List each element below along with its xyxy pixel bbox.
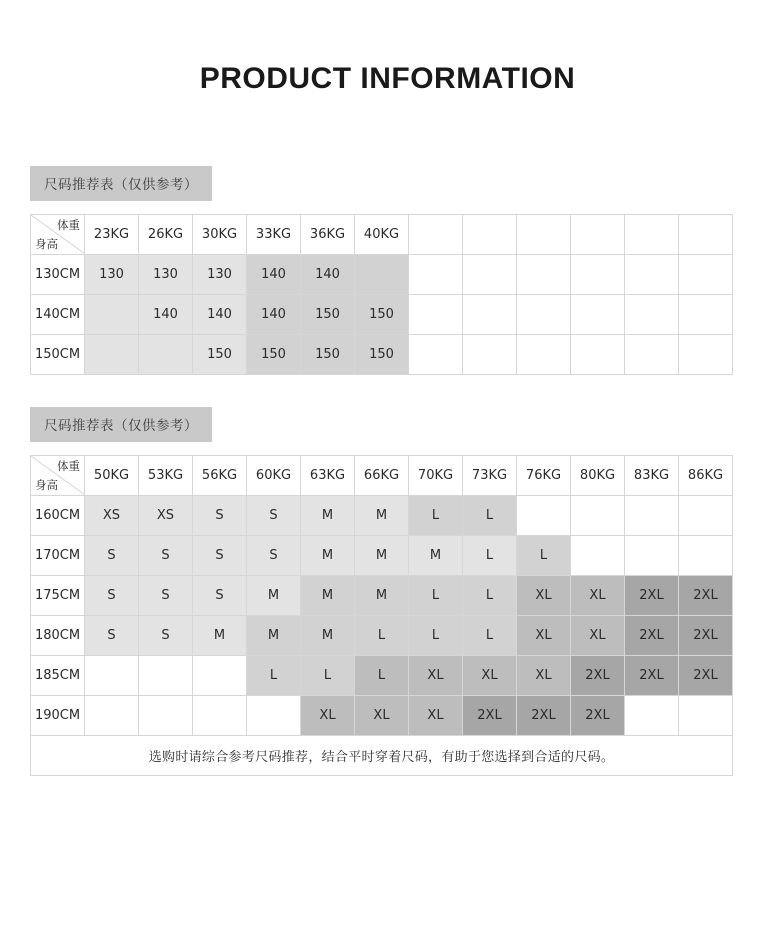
row-header-height: 170CM <box>31 536 85 576</box>
column-header-weight: 70KG <box>409 456 463 496</box>
size-cell: XL <box>409 656 463 696</box>
size-cell: S <box>139 536 193 576</box>
adult-size-table <box>30 455 733 776</box>
size-cell: 130 <box>139 255 193 295</box>
size-cell: 2XL <box>571 656 625 696</box>
size-cell <box>679 255 733 295</box>
size-cell: XL <box>517 576 571 616</box>
size-cell: S <box>193 496 247 536</box>
size-cell: L <box>517 536 571 576</box>
size-cell: XL <box>571 616 625 656</box>
column-header-weight: 26KG <box>139 215 193 255</box>
size-cell: 2XL <box>679 656 733 696</box>
size-cell: 2XL <box>517 696 571 736</box>
column-header-weight: 50KG <box>85 456 139 496</box>
size-cell: S <box>247 496 301 536</box>
size-cell: 2XL <box>463 696 517 736</box>
size-cell: M <box>355 576 409 616</box>
table-header-row <box>31 456 733 496</box>
size-cell <box>139 696 193 736</box>
table-row <box>31 295 733 335</box>
size-cell: M <box>301 576 355 616</box>
size-cell: S <box>139 616 193 656</box>
table-row <box>31 696 733 736</box>
size-cell <box>625 255 679 295</box>
size-cell <box>355 255 409 295</box>
size-cell <box>625 696 679 736</box>
row-header-height: 150CM <box>31 335 85 375</box>
column-header-weight <box>463 215 517 255</box>
size-cell <box>85 656 139 696</box>
size-cell <box>679 536 733 576</box>
size-cell <box>625 335 679 375</box>
column-header-weight: 33KG <box>247 215 301 255</box>
column-header-weight: 53KG <box>139 456 193 496</box>
size-cell: M <box>247 576 301 616</box>
size-cell: 150 <box>193 335 247 375</box>
size-cell <box>463 255 517 295</box>
size-cell: 2XL <box>679 576 733 616</box>
size-cell: L <box>463 576 517 616</box>
corner-weight-label: 体重 <box>57 459 80 473</box>
size-cell: XL <box>463 656 517 696</box>
size-cell <box>571 295 625 335</box>
size-cell <box>463 335 517 375</box>
size-cell: XL <box>355 696 409 736</box>
size-cell <box>625 496 679 536</box>
size-cell <box>679 295 733 335</box>
size-cell <box>85 696 139 736</box>
column-header-weight: 36KG <box>301 215 355 255</box>
table-footnote-row <box>31 736 733 776</box>
size-cell: S <box>247 536 301 576</box>
size-cell: S <box>193 576 247 616</box>
size-cell <box>463 295 517 335</box>
column-header-weight: 76KG <box>517 456 571 496</box>
size-cell: 130 <box>193 255 247 295</box>
size-cell: S <box>85 616 139 656</box>
corner-height-label: 身高 <box>35 478 58 492</box>
table-corner-header <box>31 456 85 496</box>
table-row <box>31 255 733 295</box>
size-cell: 140 <box>139 295 193 335</box>
size-cell: 140 <box>193 295 247 335</box>
size-cell: 140 <box>247 255 301 295</box>
table-row <box>31 335 733 375</box>
size-cell: 150 <box>301 335 355 375</box>
size-cell <box>247 696 301 736</box>
size-cell <box>571 255 625 295</box>
size-cell <box>193 696 247 736</box>
size-cell: L <box>409 576 463 616</box>
kids-size-section <box>30 166 745 375</box>
column-header-weight: 73KG <box>463 456 517 496</box>
size-cell: 2XL <box>625 616 679 656</box>
size-cell <box>409 295 463 335</box>
size-cell <box>679 335 733 375</box>
size-cell: 140 <box>247 295 301 335</box>
column-header-weight <box>571 215 625 255</box>
corner-height-label: 身高 <box>35 237 58 251</box>
size-cell: M <box>301 616 355 656</box>
size-cell: S <box>85 576 139 616</box>
size-cell: 150 <box>355 295 409 335</box>
size-cell <box>85 335 139 375</box>
row-header-height: 130CM <box>31 255 85 295</box>
size-cell: 140 <box>301 255 355 295</box>
size-cell: L <box>409 496 463 536</box>
table-row <box>31 656 733 696</box>
size-cell <box>625 295 679 335</box>
column-header-weight: 63KG <box>301 456 355 496</box>
kids-size-table <box>30 214 733 375</box>
column-header-weight <box>517 215 571 255</box>
size-cell <box>679 496 733 536</box>
row-header-height: 160CM <box>31 496 85 536</box>
size-cell: XS <box>85 496 139 536</box>
adult-size-badge: 尺码推荐表（仅供参考） <box>30 407 212 442</box>
size-cell: 130 <box>85 255 139 295</box>
size-cell: 150 <box>301 295 355 335</box>
size-cell: M <box>301 496 355 536</box>
size-cell: M <box>301 536 355 576</box>
size-cell: L <box>463 616 517 656</box>
size-cell <box>679 696 733 736</box>
table-row <box>31 616 733 656</box>
size-cell <box>571 496 625 536</box>
column-header-weight: 60KG <box>247 456 301 496</box>
size-cell <box>409 335 463 375</box>
table-row <box>31 536 733 576</box>
size-cell <box>193 656 247 696</box>
size-cell: S <box>85 536 139 576</box>
size-cell <box>571 335 625 375</box>
size-cell: L <box>409 616 463 656</box>
size-cell <box>517 295 571 335</box>
size-cell: XL <box>571 576 625 616</box>
column-header-weight: 56KG <box>193 456 247 496</box>
size-cell: L <box>463 496 517 536</box>
size-cell <box>517 335 571 375</box>
size-cell: M <box>355 496 409 536</box>
column-header-weight: 80KG <box>571 456 625 496</box>
size-cell: XL <box>517 656 571 696</box>
size-cell: XL <box>409 696 463 736</box>
size-cell <box>409 255 463 295</box>
corner-weight-label: 体重 <box>57 218 80 232</box>
size-cell: 150 <box>355 335 409 375</box>
size-cell <box>571 536 625 576</box>
size-cell: XS <box>139 496 193 536</box>
kids-size-badge: 尺码推荐表（仅供参考） <box>30 166 212 201</box>
page-title: PRODUCT INFORMATION <box>199 62 576 95</box>
size-cell: XL <box>517 616 571 656</box>
size-cell: XL <box>301 696 355 736</box>
size-cell: L <box>463 536 517 576</box>
column-header-weight <box>625 215 679 255</box>
size-cell <box>139 656 193 696</box>
size-cell <box>139 335 193 375</box>
row-header-height: 185CM <box>31 656 85 696</box>
size-cell: M <box>193 616 247 656</box>
size-cell <box>517 255 571 295</box>
size-cell <box>625 536 679 576</box>
size-cell: M <box>355 536 409 576</box>
adult-size-section <box>30 407 745 776</box>
size-cell: L <box>355 616 409 656</box>
size-cell: 2XL <box>679 616 733 656</box>
row-header-height: 190CM <box>31 696 85 736</box>
column-header-weight <box>409 215 463 255</box>
size-cell: 2XL <box>625 656 679 696</box>
table-row <box>31 496 733 536</box>
footnote-text: 选购时请综合参考尺码推荐，结合平时穿着尺码，有助于您选择到合适的尺码。 <box>31 736 733 776</box>
size-cell: M <box>247 616 301 656</box>
size-cell <box>517 496 571 536</box>
column-header-weight: 66KG <box>355 456 409 496</box>
table-header-row <box>31 215 733 255</box>
size-cell: L <box>301 656 355 696</box>
column-header-weight: 86KG <box>679 456 733 496</box>
table-corner-header <box>31 215 85 255</box>
column-header-weight: 23KG <box>85 215 139 255</box>
column-header-weight: 83KG <box>625 456 679 496</box>
table-row <box>31 576 733 616</box>
column-header-weight: 40KG <box>355 215 409 255</box>
column-header-weight: 30KG <box>193 215 247 255</box>
size-cell: 150 <box>247 335 301 375</box>
product-information-page <box>0 62 775 929</box>
row-header-height: 175CM <box>31 576 85 616</box>
size-cell: M <box>409 536 463 576</box>
size-cell <box>85 295 139 335</box>
size-cell: 2XL <box>571 696 625 736</box>
size-cell: 2XL <box>625 576 679 616</box>
size-cell: L <box>247 656 301 696</box>
size-cell: S <box>193 536 247 576</box>
row-header-height: 180CM <box>31 616 85 656</box>
size-cell: S <box>139 576 193 616</box>
column-header-weight <box>679 215 733 255</box>
row-header-height: 140CM <box>31 295 85 335</box>
size-cell: L <box>355 656 409 696</box>
